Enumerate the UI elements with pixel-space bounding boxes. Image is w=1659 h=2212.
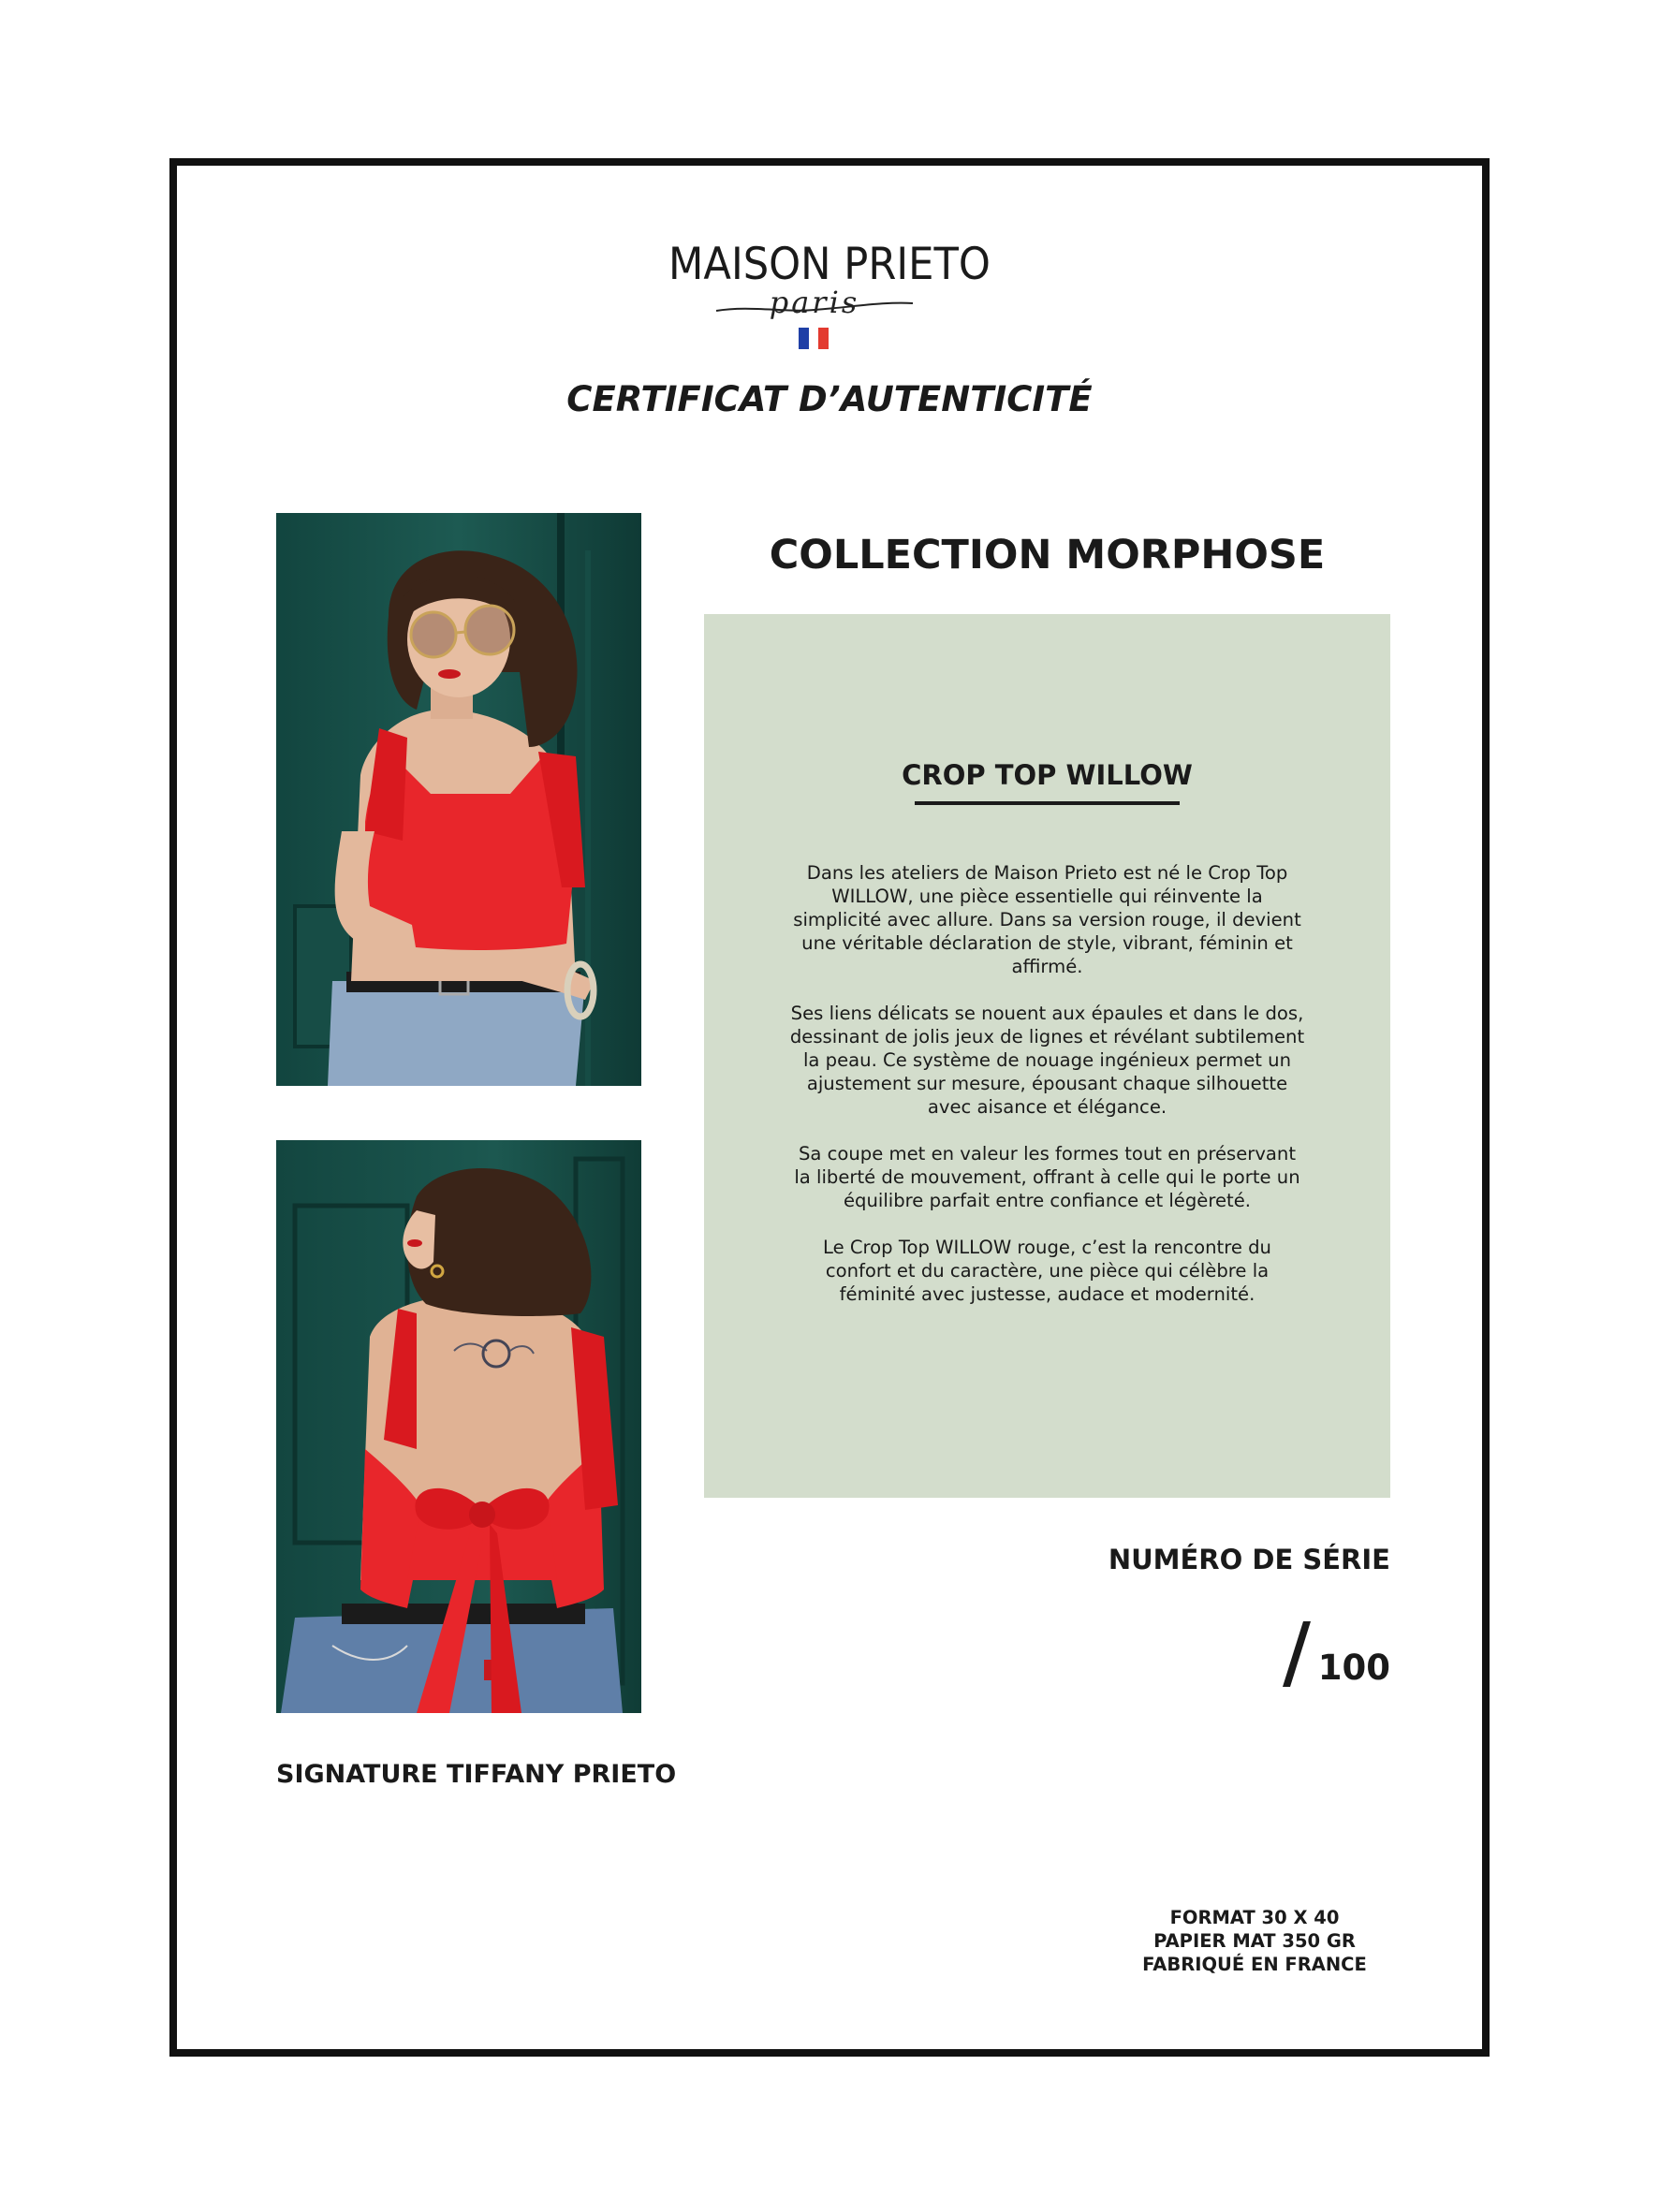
spec-paper: PAPIER MAT 350 GR (1153, 1930, 1356, 1952)
photo-front-illustration (276, 513, 641, 1086)
product-photo-front (276, 513, 641, 1086)
signature-label: SIGNATURE TIFFANY PRIETO (276, 1760, 677, 1789)
description-paragraph: Le Crop Top WILLOW rouge, c’est la rencontre du confort et du caractère, une pièce qui célèbre la féminité avec justesse, audace et modernité. (823, 1237, 1271, 1305)
spec-format: FORMAT 30 X 40 (1169, 1907, 1340, 1928)
product-description (788, 861, 1306, 1329)
flag-red-stripe (818, 328, 829, 349)
product-name-underline (915, 801, 1180, 805)
product-name: CROP TOP WILLOW (902, 759, 1193, 791)
certificate-title: CERTIFICAT D’AUTENTICITÉ (566, 379, 1093, 419)
product-description-panel (704, 614, 1390, 1498)
flag-blue-stripe (799, 328, 809, 349)
description-paragraph: Sa coupe met en valeur les formes tout en préservant la liberté de mouvement, offrant à celle qui le porte un équilibre parfait entre confiance et légèreté. (794, 1143, 1300, 1211)
brand-script-logo (712, 285, 918, 331)
serial-total: 100 (1317, 1648, 1390, 1688)
description-paragraph: Ses liens délicats se nouent aux épaules et dans le dos, dessinant de jolis jeux de lignes et révélant subtilement la peau. Ce système de nouage ingénieux permet un ajustement sur mesure, épousant chaque silhouette avec aisance et élégance. (789, 1003, 1305, 1118)
french-flag-icon (799, 328, 829, 349)
brand-script-text: paris (769, 285, 860, 320)
serial-slash-icon (1283, 1621, 1311, 1687)
spec-origin: FABRIQUÉ EN FRANCE (1142, 1954, 1367, 1975)
serial-number-label: NUMÉRO DE SÉRIE (1108, 1544, 1390, 1575)
brand-logo-name: MAISON PRIETO (668, 239, 991, 290)
serial-number (1283, 1619, 1390, 1687)
photo-back-illustration (276, 1140, 641, 1713)
collection-title: COLLECTION MORPHOSE (769, 532, 1326, 579)
print-specifications (1109, 1906, 1400, 1976)
description-paragraph: Dans les ateliers de Maison Prieto est né le Crop Top WILLOW, une pièce essentielle qui réinvente la simplicité avec allure. Dans sa version rouge, il devient une véritable déclaration de style, vibrant, féminin et affirmé. (793, 862, 1301, 977)
product-photo-back (276, 1140, 641, 1713)
flag-white-stripe (809, 328, 819, 349)
